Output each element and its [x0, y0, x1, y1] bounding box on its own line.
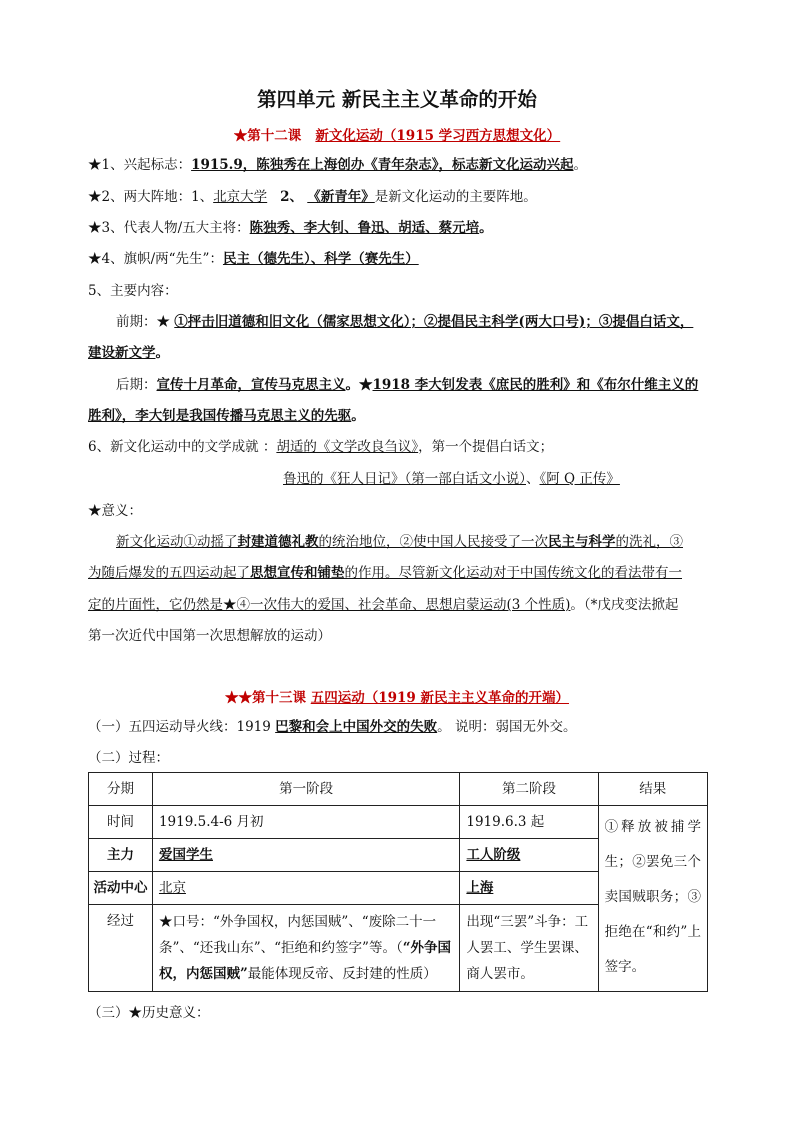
lesson12-item2: [88, 188, 537, 206]
item1-label: ★1、兴起标志：: [88, 157, 192, 173]
header-stage1: 第一阶段: [152, 773, 459, 806]
center-stage2: [460, 872, 598, 905]
sig-1c: 的统治地位，②使中国人民接受了一次: [318, 534, 548, 550]
lesson13-part3: （三）★历史意义：: [88, 1005, 210, 1021]
early-label: 前期：★: [116, 314, 170, 330]
process-stage1-c: 最能体现反帝、反封建的性质）: [247, 966, 437, 982]
sig-1b: 封建道德礼教: [237, 534, 319, 550]
center-stage1: [152, 872, 459, 905]
main-force-stage1-text: 爱国学生: [158, 847, 213, 863]
header-stage2: 第二阶段: [460, 773, 598, 806]
item3-label: ★3、代表人物/五大主将：: [88, 220, 250, 236]
late-value-1: 宣传十月革命，宣传马克思主义: [156, 377, 346, 393]
late-content-line1: [116, 376, 698, 394]
item6-label: 6、新文化运动中的文学成就 ：: [88, 439, 277, 455]
lesson13-title-prefix: ★★第十三课: [225, 690, 306, 706]
sig-1e: 的洗礼，③: [615, 534, 683, 550]
time-stage1: 1919.5.4-6 月初: [152, 806, 459, 839]
lesson12-item4: [88, 250, 419, 268]
late-value-2: 1918 李大钊发表《庶民的胜利》和《布尔什维主义的: [372, 377, 699, 393]
sig-2a: 为随后爆发的五四运动起了: [88, 565, 250, 581]
sig-2b: 思想宣传和铺垫: [250, 565, 345, 581]
lesson12-title: [0, 124, 794, 144]
lesson12-item6-line2: [283, 470, 620, 488]
item4-value: 民主（德先生）、科学（赛先生）: [222, 251, 419, 267]
item1-end: 。: [573, 157, 588, 173]
main-force-stage2-text: 工人阶级: [466, 847, 521, 863]
sig-1a: 新文化运动①动摇了: [116, 534, 238, 550]
process-stage2: 出现“三罢”斗争：工人罢工、学生罢课、商人罢市。: [460, 905, 598, 992]
early-content-line2: [88, 344, 169, 362]
process-stage1-b: “外争国权，内惩国贼”: [158, 940, 451, 982]
row-label-time: 时间: [89, 806, 153, 839]
item6-value2: 鲁迅的《狂人日记》（第一部白话文小说）: [283, 471, 526, 487]
late-label: 后期：: [116, 377, 157, 393]
main-force-stage1: [152, 839, 459, 872]
item2-mid: 2、: [280, 189, 303, 205]
early-content-line1: [116, 313, 693, 331]
item4-label: ★4、旗帜/两“先生”：: [88, 251, 223, 267]
significance-line2: [88, 564, 682, 582]
lesson12-item6-line1: [88, 438, 553, 456]
sig-3c: 。（*戊戌变法掀起: [570, 597, 679, 613]
item2-label: ★2、两大阵地：1、: [88, 189, 214, 205]
item3-value: 陈独秀、李大钊、鲁迅、胡适、蔡元培: [249, 220, 480, 236]
time-stage2: 1919.6.3 起: [460, 806, 598, 839]
sig-3b: 一次伟大的爱国、社会革命、思想启蒙运动(3 个性质): [250, 597, 571, 613]
item3-end: 。: [479, 220, 493, 236]
early-value-2: 建设新文学: [88, 345, 156, 361]
item6-value3: 《阿 Q 正传》: [539, 471, 620, 487]
lesson12-item5: 5、主要内容：: [88, 283, 178, 299]
significance-line4: 第一次近代中国第一次思想解放的运动）: [88, 628, 331, 644]
item1-value: 1915.9，陈独秀在上海创办《青年杂志》，标志新文化运动兴起: [191, 157, 574, 173]
late-end: 。: [351, 408, 365, 424]
lesson13-title: [0, 686, 794, 706]
item6-value2-mid: 、: [526, 471, 540, 487]
center-stage2-text: 上海: [466, 880, 494, 896]
item2-end: 是新文化运动的主要阵地。: [374, 189, 537, 205]
main-force-stage2: [460, 839, 598, 872]
significance-line3: [88, 596, 678, 614]
center-stage1-text: 北京: [158, 880, 186, 896]
process-stage1: [152, 905, 459, 992]
process-stage1-a: ★口号：“外争国权，内惩国贼”、“废除二十一条”、“还我山东”、“拒绝和约签字”等。（: [158, 914, 437, 956]
item2-value2: 《新青年》: [307, 189, 375, 205]
lesson12-item3: [88, 219, 493, 237]
late-value-3: 胜利》，李大钊是我国传播马克思主义的先驱: [88, 408, 352, 424]
process-table: [88, 772, 708, 992]
table-header-row: [89, 773, 708, 806]
lesson13-part1: [88, 718, 576, 736]
row-label-process: 经过: [89, 905, 153, 992]
sig-3a: 定的片面性，它仍然是★④: [88, 597, 250, 613]
item2-value1: 北京大学: [213, 189, 268, 205]
unit-title: 第四单元 新民主主义革命的开始: [257, 88, 537, 111]
early-value-1: ①抨击旧道德和旧文化（儒家思想文化）；②提倡民主科学(两大口号)；③提倡白话文，: [174, 314, 694, 330]
table-row: [89, 806, 708, 839]
part1-end: 。 说明：弱国无外交。: [437, 719, 577, 735]
significance-label: ★意义：: [88, 503, 142, 519]
part1-value: 巴黎和会上中国外交的失败: [275, 719, 438, 735]
item6-value1-end: ，第一个提倡白话文；: [418, 439, 554, 455]
lesson12-item1: [88, 156, 587, 174]
late-content-line2: [88, 407, 365, 425]
row-label-center: 活动中心: [89, 872, 153, 905]
result-cell: ①释放被捕学生；②罢免三个卖国贼职务；③拒绝在“和约”上签字。: [598, 806, 707, 992]
lesson13-title-main: 五四运动（1919 新民主主义革命的开端）: [310, 690, 569, 706]
row-label-main-force: 主力: [89, 839, 153, 872]
header-result: 结果: [598, 773, 707, 806]
item6-value1: 胡适的《文学改良刍议》: [276, 439, 419, 455]
lesson12-title-main: 新文化运动（1915 学习西方思想文化）: [315, 128, 561, 144]
part1-label: （一）五四运动导火线：1919: [88, 719, 271, 735]
lesson13-part2: （二）过程：: [88, 750, 169, 766]
significance-line1: [116, 533, 683, 551]
header-period: 分期: [89, 773, 153, 806]
early-end: 。: [155, 345, 169, 361]
late-mid: 。★: [345, 377, 373, 393]
sig-1d: 民主与科学: [548, 534, 616, 550]
lesson12-title-prefix: ★第十二课: [233, 128, 302, 144]
sig-2c: 的作用。尽管新文化运动对于中国传统文化的看法带有一: [344, 565, 682, 581]
